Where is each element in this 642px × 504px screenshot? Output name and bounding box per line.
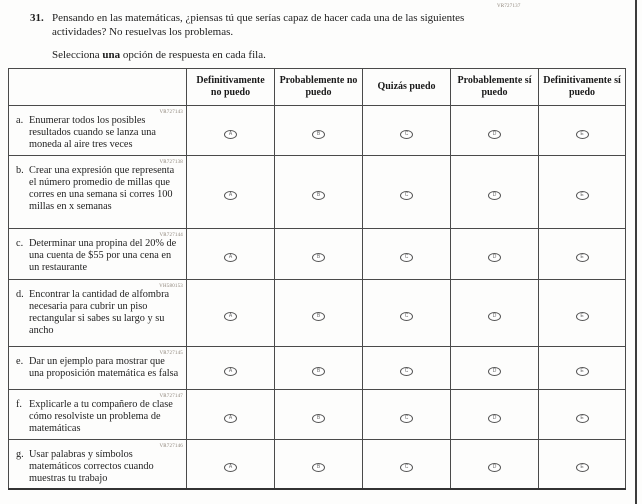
option-cell <box>451 280 539 347</box>
option-cell <box>187 347 275 390</box>
response-oval[interactable]: E <box>576 414 589 423</box>
response-oval[interactable]: D <box>488 367 501 376</box>
response-oval[interactable]: B <box>312 463 325 472</box>
row-text: Explicarle a tu compañero de clase cómo resolviste un problema de matemáticas <box>29 399 173 434</box>
response-oval[interactable]: C <box>400 367 413 376</box>
column-header: Quizás puedo <box>363 69 451 106</box>
row-text: Enumerar todos los posibles resultados cuando se lanza una moneda al aire tres veces <box>29 115 156 150</box>
row-label-cell <box>9 440 187 490</box>
response-oval[interactable]: D <box>488 463 501 472</box>
row-code: VH580153 <box>159 284 183 289</box>
row-letter: e. <box>16 356 24 367</box>
response-oval[interactable]: C <box>400 130 413 139</box>
response-oval[interactable]: D <box>488 414 501 423</box>
instruction-prefix: Selecciona <box>52 49 103 61</box>
response-oval[interactable]: D <box>488 312 501 321</box>
response-oval[interactable]: B <box>312 130 325 139</box>
row-label-cell <box>9 347 187 390</box>
row-letter: f. <box>16 399 23 410</box>
row-label-cell <box>9 229 187 280</box>
response-oval[interactable]: A <box>224 414 237 423</box>
option-cell <box>363 440 451 490</box>
option-cell <box>275 229 363 280</box>
response-oval[interactable]: A <box>224 367 237 376</box>
response-oval[interactable]: E <box>576 253 589 262</box>
response-matrix <box>8 68 626 490</box>
option-cell <box>363 390 451 440</box>
option-cell <box>539 390 626 440</box>
response-oval[interactable]: C <box>400 312 413 321</box>
option-cell <box>187 156 275 229</box>
option-cell <box>187 229 275 280</box>
instruction-bold: una <box>102 49 121 61</box>
response-oval[interactable]: B <box>312 367 325 376</box>
question-number: 31. <box>30 12 44 24</box>
row-letter: g. <box>16 449 24 460</box>
option-cell <box>539 347 626 390</box>
option-cell <box>451 440 539 490</box>
column-header: Probablemente no puedo <box>275 69 363 106</box>
instruction-suffix: opción de respuesta en cada fila. <box>120 49 266 61</box>
row-label-cell <box>9 106 187 156</box>
response-oval[interactable]: D <box>488 130 501 139</box>
response-oval[interactable]: B <box>312 191 325 200</box>
option-cell <box>539 229 626 280</box>
row-label-cell <box>9 390 187 440</box>
table-row <box>9 280 626 347</box>
option-cell <box>539 280 626 347</box>
option-cell <box>275 156 363 229</box>
row-letter: d. <box>16 289 24 300</box>
scan-edge <box>635 0 637 504</box>
option-cell <box>539 440 626 490</box>
option-cell <box>363 156 451 229</box>
option-cell <box>187 280 275 347</box>
response-oval[interactable]: A <box>224 191 237 200</box>
option-cell <box>539 106 626 156</box>
response-oval[interactable]: B <box>312 253 325 262</box>
form-code: VR727137 <box>497 4 521 9</box>
row-code: VR727146 <box>159 444 183 449</box>
row-letter: c. <box>16 238 24 249</box>
option-cell <box>275 390 363 440</box>
option-cell <box>451 156 539 229</box>
response-oval[interactable]: C <box>400 414 413 423</box>
option-cell <box>363 229 451 280</box>
row-code: VR727145 <box>159 351 183 356</box>
option-cell <box>451 229 539 280</box>
response-oval[interactable]: B <box>312 312 325 321</box>
column-header: Definitivamente no puedo <box>187 69 275 106</box>
row-text: Determinar una propina del 20% de una cuenta de $55 por una cena en un restaurante <box>29 238 177 273</box>
row-label-cell <box>9 280 187 347</box>
table-row <box>9 106 626 156</box>
column-header: Probablemente sí puedo <box>451 69 539 106</box>
row-code: VR727143 <box>159 110 183 115</box>
option-cell <box>187 106 275 156</box>
question-text: Pensando en las matemáticas, ¿piensas tú que serías capaz de hacer cada una de las siguientes actividades? No resuelvas los problemas. <box>52 12 465 38</box>
response-oval[interactable]: E <box>576 312 589 321</box>
row-text: Crear una expresión que representa el número promedio de millas que corres en una semana si corres 100 millas en x semanas <box>29 165 175 212</box>
response-oval[interactable]: A <box>224 312 237 321</box>
table-row <box>9 347 626 390</box>
option-cell <box>187 390 275 440</box>
option-cell <box>275 280 363 347</box>
row-code: VR727138 <box>159 160 183 165</box>
option-cell <box>275 347 363 390</box>
option-cell <box>451 347 539 390</box>
row-text: Encontrar la cantidad de alfombra necesaria para cubrir un piso rectangular si sabes su largo y su ancho <box>29 289 170 336</box>
table-row <box>9 390 626 440</box>
header-row <box>9 69 626 106</box>
row-letter: a. <box>16 115 24 126</box>
response-oval[interactable]: E <box>576 463 589 472</box>
option-cell <box>275 106 363 156</box>
response-oval[interactable]: B <box>312 414 325 423</box>
response-oval[interactable]: A <box>224 130 237 139</box>
response-oval[interactable]: C <box>400 463 413 472</box>
table-row <box>9 229 626 280</box>
option-cell <box>451 390 539 440</box>
row-code: VR727144 <box>159 233 183 238</box>
table-row <box>9 156 626 229</box>
column-header: Definitivamente sí puedo <box>539 69 626 106</box>
row-label-cell <box>9 156 187 229</box>
row-code: VR727147 <box>159 394 183 399</box>
instruction-text <box>52 48 500 62</box>
header-blank <box>9 69 187 106</box>
row-text: Usar palabras y símbolos matemáticos correctos cuando muestras tu trabajo <box>29 449 154 484</box>
response-oval[interactable]: D <box>488 253 501 262</box>
response-oval[interactable]: C <box>400 253 413 262</box>
option-cell <box>275 440 363 490</box>
row-letter: b. <box>16 165 24 176</box>
response-oval[interactable]: D <box>488 191 501 200</box>
question-block <box>30 11 500 62</box>
option-cell <box>187 440 275 490</box>
response-oval[interactable]: E <box>576 191 589 200</box>
row-text: Dar un ejemplo para mostrar que una proposición matemática es falsa <box>29 356 179 379</box>
option-cell <box>363 280 451 347</box>
response-oval[interactable]: A <box>224 253 237 262</box>
response-oval[interactable]: C <box>400 191 413 200</box>
option-cell <box>451 106 539 156</box>
option-cell <box>363 106 451 156</box>
table-row <box>9 440 626 490</box>
response-oval[interactable]: E <box>576 367 589 376</box>
option-cell <box>363 347 451 390</box>
response-oval[interactable]: E <box>576 130 589 139</box>
response-oval[interactable]: A <box>224 463 237 472</box>
option-cell <box>539 156 626 229</box>
